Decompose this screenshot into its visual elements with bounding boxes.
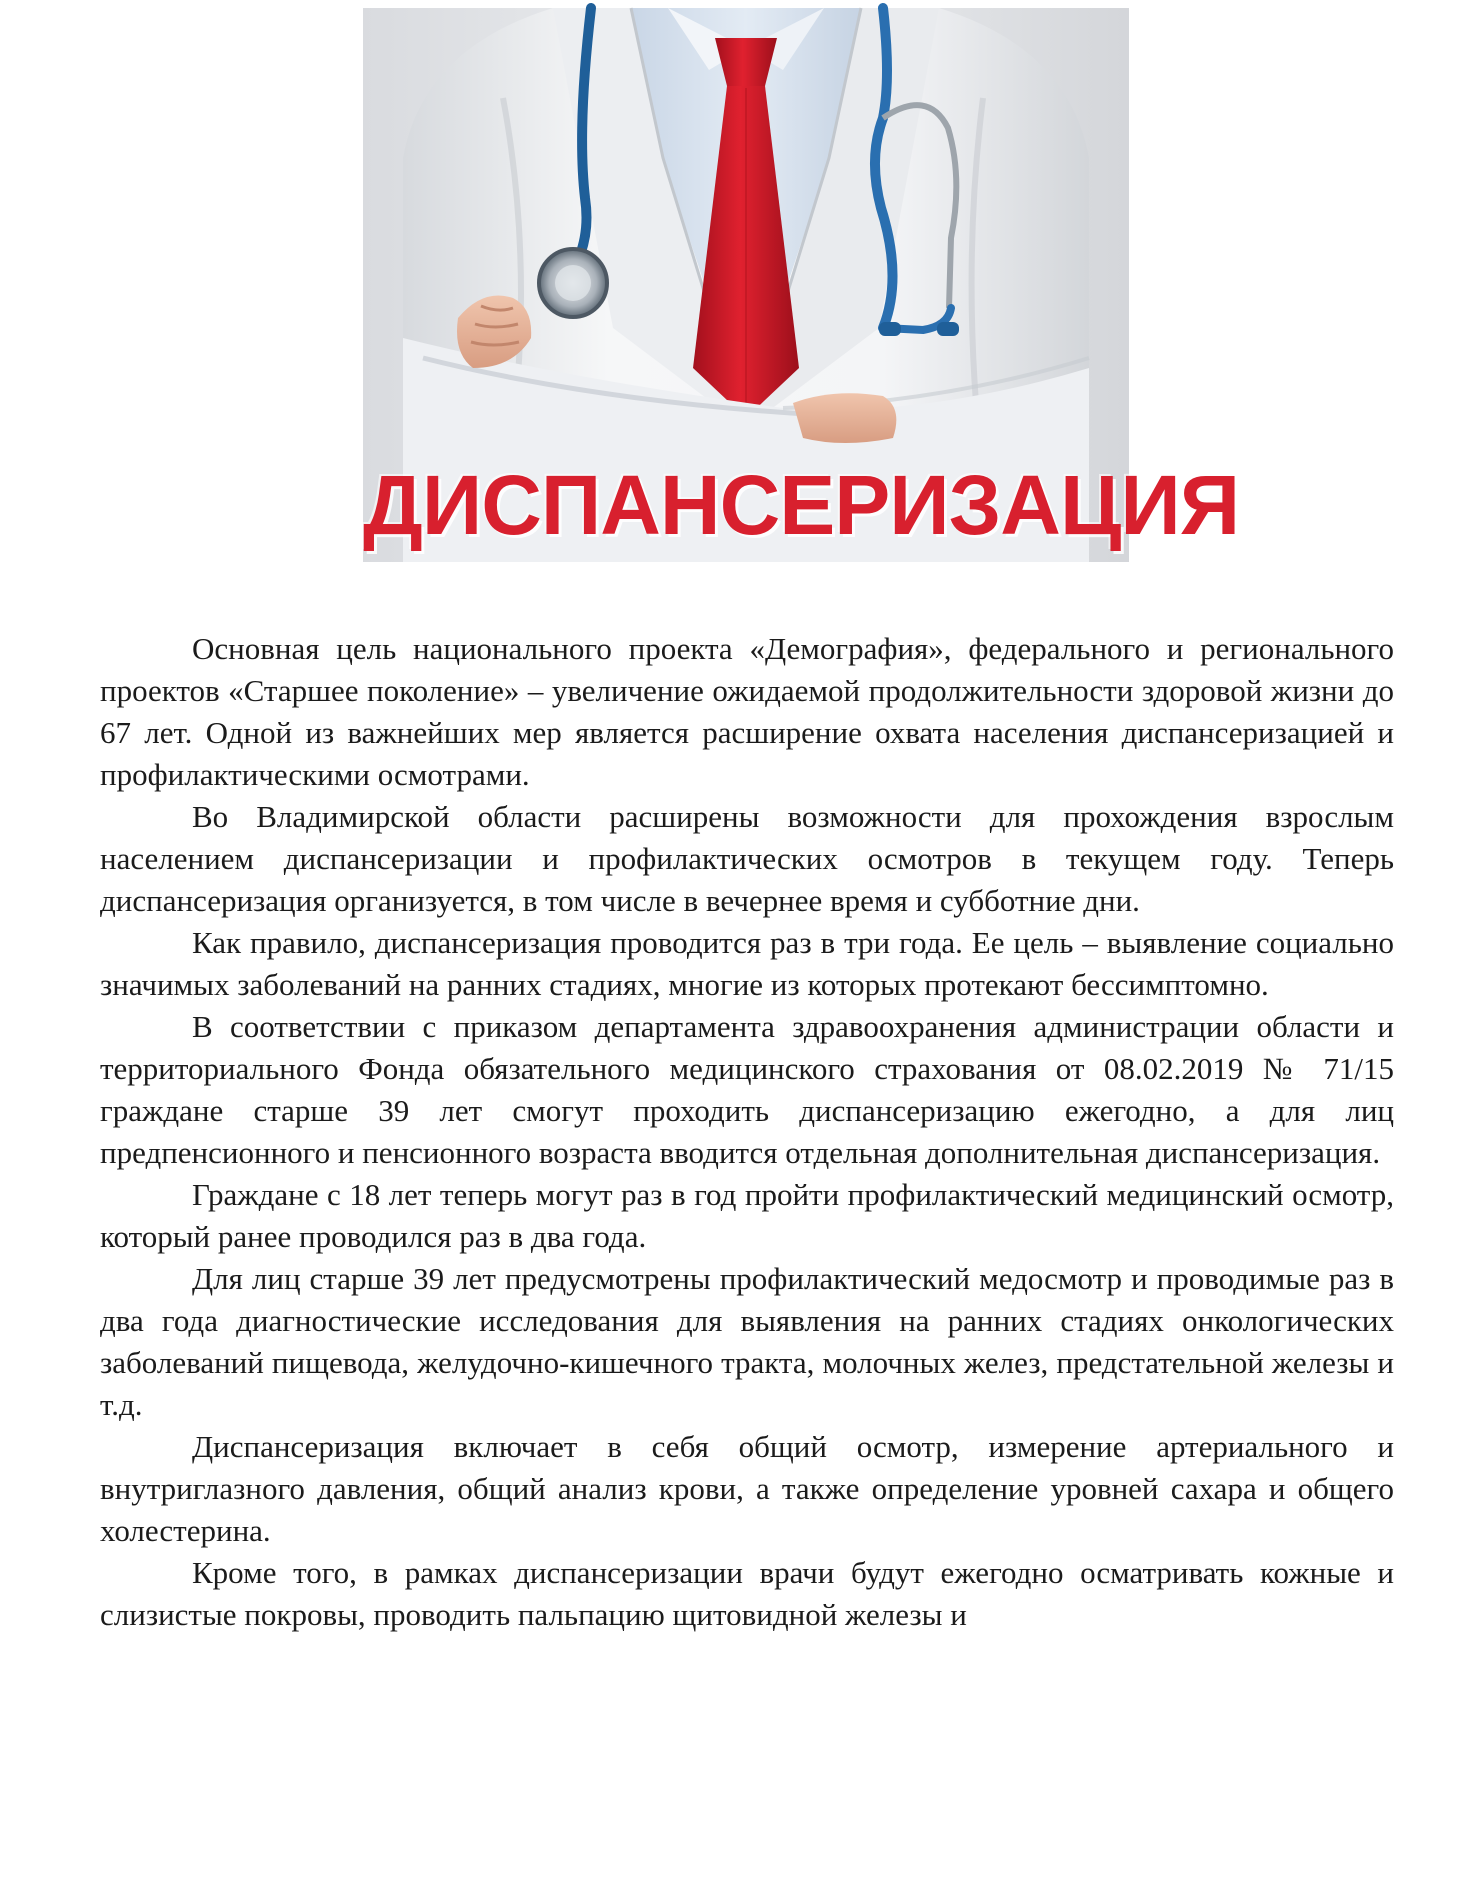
banner-title: ДИСПАНСЕРИЗАЦИЯ [363, 458, 1240, 552]
paragraph: Как правило, диспансеризация проводится раз в три года. Ее цель – выявление социально значимых заболеваний на ранних стадиях, многие из которых протекают бессимптомно. [100, 925, 1394, 1002]
paragraph: Граждане с 18 лет теперь могут раз в год пройти профилактический медицинский осмотр, который ранее проводился раз в два года. [100, 1177, 1394, 1254]
paragraph: В соответствии с приказом департамента здравоохранения администрации области и территориального Фонда обязательного медицинского страхования от 08.02.2019 № 71/15 граждане старше 39 лет смогут проходить диспансеризацию ежегодно, а для лиц предпенсионного и пенсионного возраста вводится отдельная дополнительная диспансеризация. [100, 1009, 1394, 1170]
article-body [100, 628, 1394, 1636]
hero-banner [363, 8, 1240, 562]
paragraph: Диспансеризация включает в себя общий осмотр, измерение артериального и внутриглазного давления, общий анализ крови, а также определение уровней сахара и общего холестерина. [100, 1429, 1394, 1548]
paragraph: Во Владимирской области расширены возможности для прохождения взрослым населением диспансеризации и профилактических осмотров в текущем году. Теперь диспансеризация организуется, в том числе в вечернее время и субботние дни. [100, 799, 1394, 918]
paragraph: Кроме того, в рамках диспансеризации врачи будут ежегодно осматривать кожные и слизистые покровы, проводить пальпацию щитовидной железы и [100, 1555, 1394, 1632]
paragraph: Для лиц старше 39 лет предусмотрены профилактический медосмотр и проводимые раз в два года диагностические исследования для выявления на ранних стадиях онкологических заболеваний пищевода, желудочно-кишечного тракта, молочных желез, предстательной железы и т.д. [100, 1261, 1394, 1422]
paragraph: Основная цель национального проекта «Демография», федерального и регионального проектов «Старшее поколение» – увеличение ожидаемой продолжительности здоровой жизни до 67 лет. Одной из важнейших мер является расширение охвата населения диспансеризацией и профилактическими осмотрами. [100, 631, 1394, 792]
